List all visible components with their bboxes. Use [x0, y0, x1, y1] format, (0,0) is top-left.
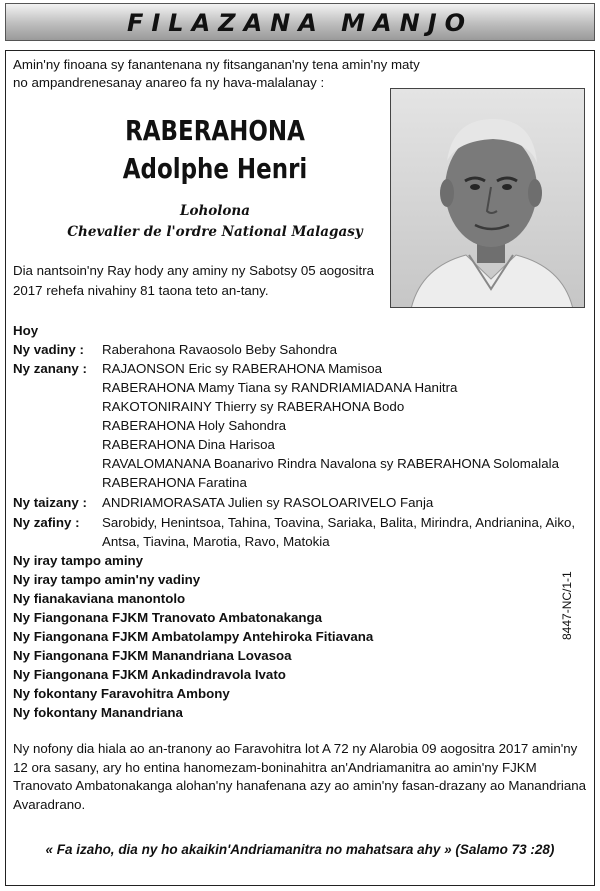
vadiny-value: Raberahona Ravaosolo Beby Sahondra — [102, 342, 338, 357]
deceased-title-1: Loholona — [179, 203, 250, 219]
relative-line-7: Ny Fiangonana FJKM Ankadindravola Ivato — [13, 667, 286, 682]
reference-code: 8447-NC/1-1 — [560, 571, 574, 640]
deceased-title-2: Chevalier de l'ordre National Malagasy — [67, 224, 363, 240]
hoy-label: Hoy — [13, 323, 39, 338]
bible-quote: « Fa izaho, dia ny ho akaikin'Andriamanitra no mahatsara ahy » (Salamo 73 :28) — [45, 842, 555, 857]
taizany-label: Ny taizany : — [13, 495, 87, 510]
zafiny-label: Ny zafiny : — [13, 515, 80, 530]
relative-line-6: Ny Fiangonana FJKM Manandriana Lovasoa — [13, 648, 292, 663]
relative-line-4: Ny Fiangonana FJKM Tranovato Ambatonakanga — [13, 610, 323, 625]
portrait-photo — [390, 88, 585, 308]
relative-line-3: Ny fianakaviana manontolo — [13, 591, 186, 606]
zanany-value-5: RABERAHONA Dina Harisoa — [102, 437, 275, 452]
intro-text: Amin'ny finoana sy fanantenana ny fitsanganan'ny tena amin'ny maty no ampandrenesanay anareo fa ny hava-malalanay : — [13, 57, 420, 90]
deceased-given-names: Adolphe Henri — [122, 152, 308, 185]
zanany-value-7: RABERAHONA Faratina — [102, 475, 247, 490]
vadiny-label: Ny vadiny : — [13, 342, 84, 357]
relative-line-2: Ny iray tampo amin'ny vadiny — [13, 572, 201, 587]
zanany-value-6: RAVALOMANANA Boanarivo Rindra Navalona sy RABERAHONA Solomalala — [102, 456, 559, 471]
deceased-surname: RABERAHONA — [125, 114, 305, 147]
zanany-value-4: RABERAHONA Holy Sahondra — [102, 418, 287, 433]
relative-line-9: Ny fokontany Manandriana — [13, 705, 183, 720]
relative-line-5: Ny Fiangonana FJKM Ambatolampy Antehiroka Fitiavana — [13, 629, 374, 644]
funeral-notice: Ny nofony dia hiala ao an-tranony ao Faravohitra lot A 72 ny Alarobia 09 aogositra 2017 amin'ny 12 ora sasany, ary ho entina hanomezam-boninahitra an'Andriamanitra ao amin'ny FJKM Tranovato Ambatonakanga alohan'ny hanafenana azy ao amin'ny fasan-drazany ao Manandriana Avaradrano. — [13, 741, 587, 812]
relative-line-8: Ny fokontany Faravohitra Ambony — [13, 686, 230, 701]
taizany-value: ANDRIAMORASATA Julien sy RASOLOARIVELO Fanja — [102, 495, 434, 510]
zanany-value-3: RAKOTONIRAINY Thierry sy RABERAHONA Bodo — [102, 399, 405, 414]
banner-title: FILAZANA MANJO — [126, 9, 474, 37]
death-notice-line-1: Dia nantsoin'ny Ray hody any aminy ny Sabotsy 05 aogositra — [13, 263, 375, 278]
death-notice-line-2: 2017 rehefa nivahiny 81 taona teto an-tany. — [13, 283, 269, 298]
header-banner — [5, 3, 595, 41]
relative-line-1: Ny iray tampo aminy — [13, 553, 144, 568]
zanany-label: Ny zanany : — [13, 361, 87, 376]
zafiny-value-1: Sarobidy, Henintsoa, Tahina, Toavina, Sariaka, Balita, Mirindra, Andrianina, Aiko, — [102, 515, 576, 530]
zanany-value-1: RAJAONSON Eric sy RABERAHONA Mamisoa — [102, 361, 383, 376]
zafiny-value-2: Antsa, Tiavina, Marotia, Ravo, Matokia — [102, 534, 330, 549]
zanany-value-2: RABERAHONA Mamy Tiana sy RANDRIAMIADANA Hanitra — [102, 380, 458, 395]
